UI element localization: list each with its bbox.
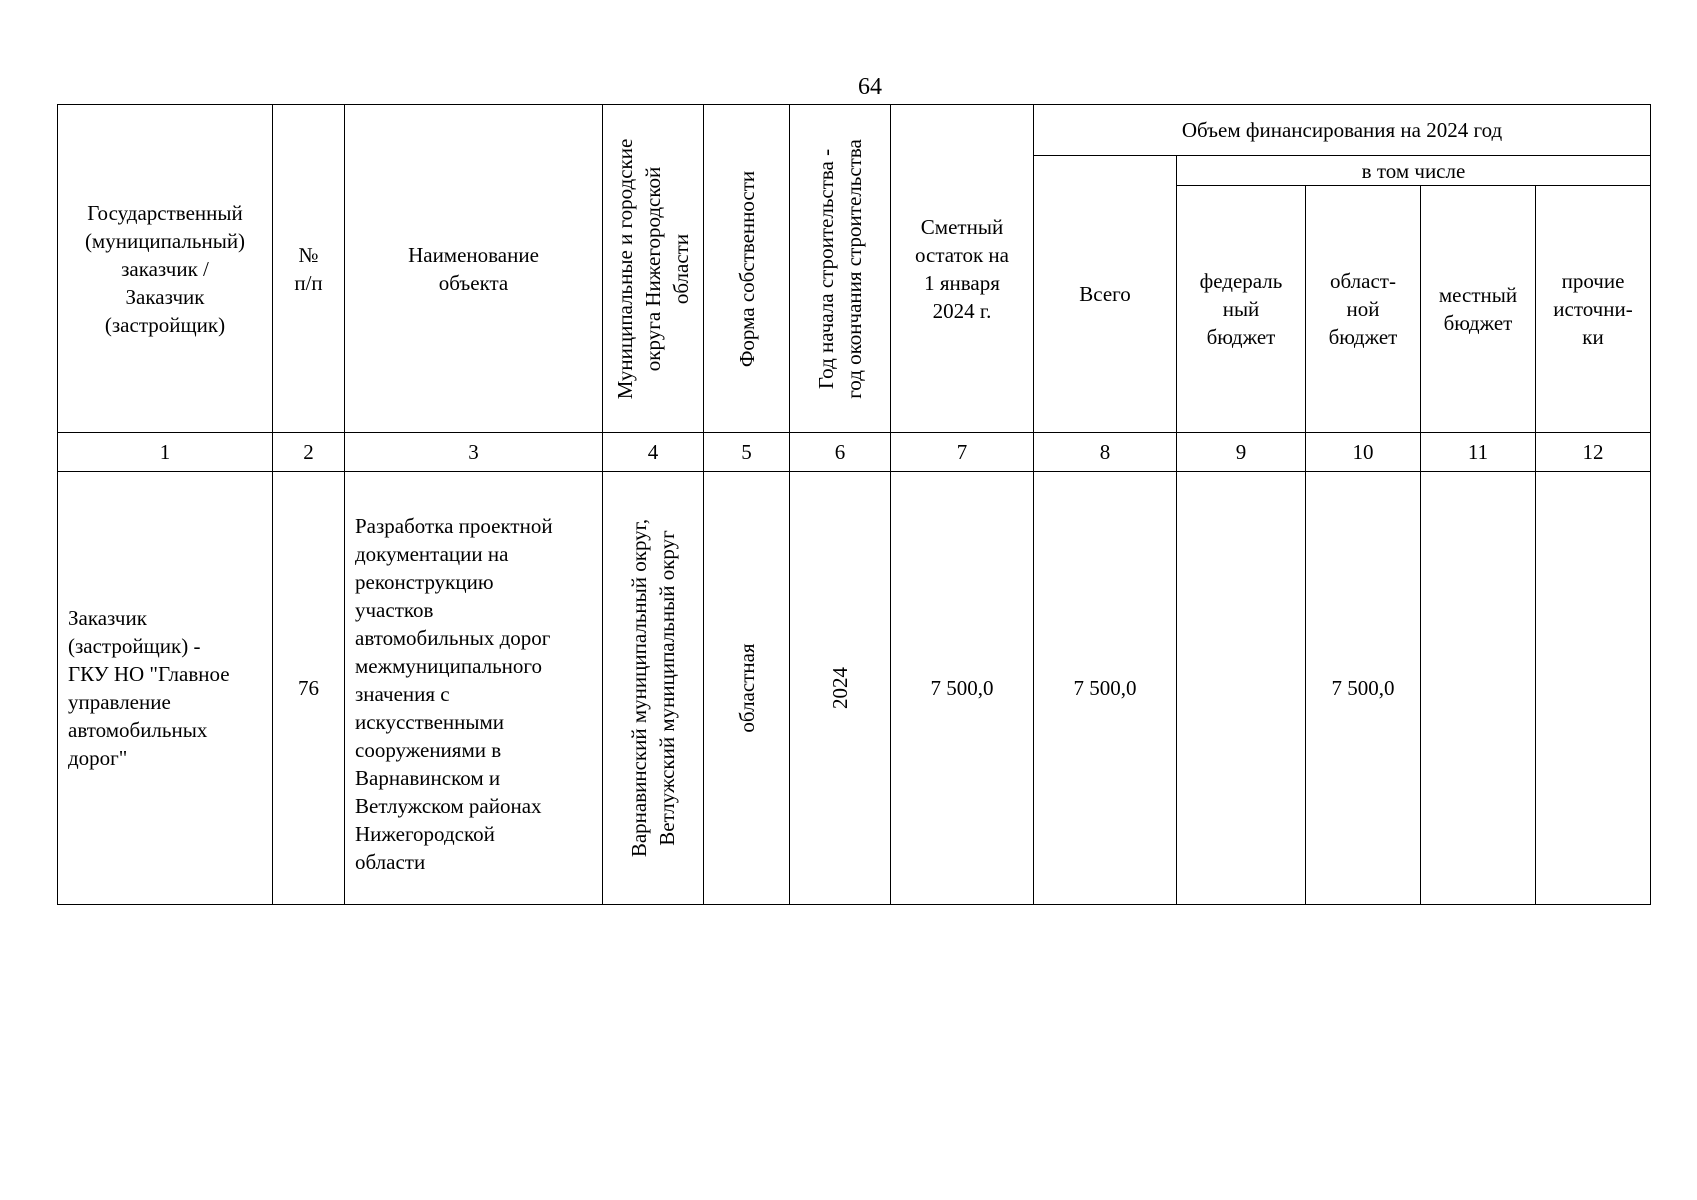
column-number: 10: [1306, 433, 1421, 472]
row-other: [1536, 472, 1651, 905]
row-number: 76: [273, 472, 345, 905]
row-municipalities-line-1: Варнавинский муниципальный округ,: [627, 518, 651, 858]
column-number: 8: [1034, 433, 1177, 472]
header-customer: Государственный (муниципальный) заказчик / Заказчик (застройщик): [58, 105, 273, 433]
row-local: [1421, 472, 1536, 905]
row-object-name: Разработка проектной документации на реконструкцию участков автомобильных дорог межмуниципального значения с искусственными сооружениями в Варнавинском и Ветлужском районах Нижегородской области: [345, 472, 603, 905]
row-total: 7 500,0: [1034, 472, 1177, 905]
header-other: прочие источни- ки: [1536, 186, 1651, 433]
column-number: 12: [1536, 433, 1651, 472]
header-municipalities: [603, 105, 704, 433]
table-row: [58, 472, 1651, 905]
column-number: 11: [1421, 433, 1536, 472]
header-municipalities-line-2: округа Нижегородской: [641, 166, 665, 371]
row-ownership-value: областная: [734, 643, 759, 733]
header-including: в том числе: [1177, 156, 1651, 186]
header-municipalities-line-3: области: [669, 233, 693, 304]
column-numbers-row: [58, 433, 1651, 472]
funding-table: [57, 104, 1651, 905]
header-local: местный бюджет: [1421, 186, 1536, 433]
column-number: 1: [58, 433, 273, 472]
row-municipalities: [603, 472, 704, 905]
header-years-line-1: Год начала строительства -: [814, 148, 838, 389]
row-years: [790, 472, 891, 905]
row-ownership: [704, 472, 790, 905]
row-estimate: 7 500,0: [891, 472, 1034, 905]
row-federal: [1177, 472, 1306, 905]
header-ownership-label: Форма собственности: [734, 170, 759, 367]
header-regional: област- ной бюджет: [1306, 186, 1421, 433]
header-federal: федераль ный бюджет: [1177, 186, 1306, 433]
header-total: Всего: [1034, 156, 1177, 433]
header-funding: Объем финансирования на 2024 год: [1034, 105, 1651, 156]
header-ownership: [704, 105, 790, 433]
row-years-value: 2024: [828, 667, 852, 709]
column-number: 3: [345, 433, 603, 472]
row-customer: Заказчик (застройщик) - ГКУ НО "Главное управление автомобильных дорог": [58, 472, 273, 905]
page-number: 64: [858, 74, 882, 100]
header-municipalities-line-1: Муниципальные и городские: [613, 138, 637, 399]
column-number: 7: [891, 433, 1034, 472]
header-number: № п/п: [273, 105, 345, 433]
header-estimate: Сметный остаток на 1 января 2024 г.: [891, 105, 1034, 433]
row-regional: 7 500,0: [1306, 472, 1421, 905]
header-years: [790, 105, 891, 433]
header-years-line-2: год окончания строительства: [842, 138, 866, 399]
column-number: 2: [273, 433, 345, 472]
column-number: 4: [603, 433, 704, 472]
row-municipalities-line-2: Ветлужский муниципальный округ: [655, 530, 679, 846]
header-row-1: [58, 105, 1651, 156]
column-number: 9: [1177, 433, 1306, 472]
column-number: 5: [704, 433, 790, 472]
column-number: 6: [790, 433, 891, 472]
header-object-name: Наименование объекта: [345, 105, 603, 433]
